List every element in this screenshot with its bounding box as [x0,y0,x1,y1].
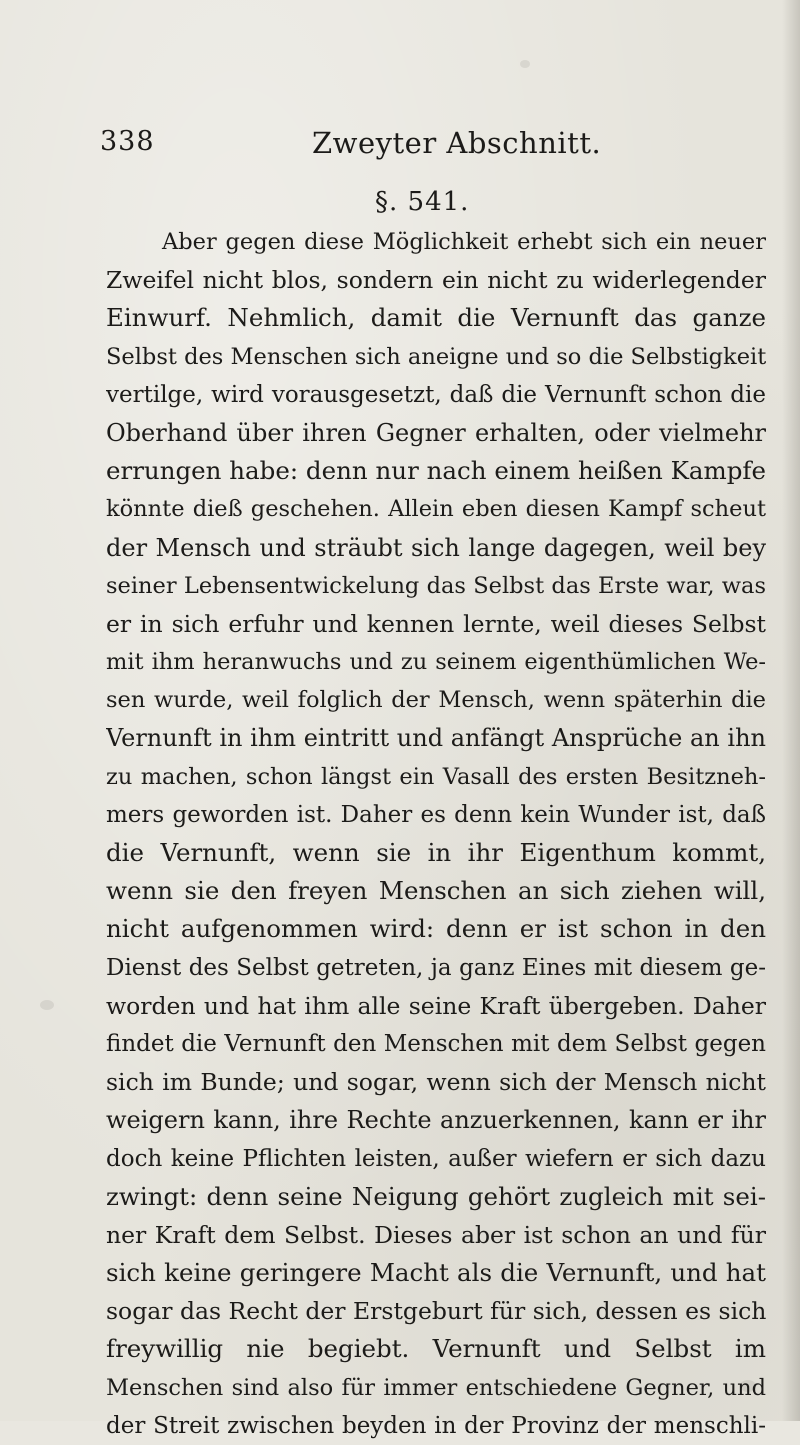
text-line: Selbst des Menschen sich aneigne und so die Selbstigkeit [106,343,766,370]
text-line: der Streit zwischen beyden in der Provinz der menschli- [106,1412,766,1439]
text-line: seiner Lebensentwickelung das Selbst das Erste war, was [106,572,766,599]
text-line: sich im Bunde; und sogar, wenn sich der Mensch nicht [106,1068,766,1097]
text-line: sich keine geringere Macht als die Vernunft, und hat [106,1258,766,1288]
running-head [100,126,760,166]
text-line: die Vernunft, wenn sie in ihr Eigenthum kommt, [106,838,766,867]
section-number: §. 541. [375,187,470,217]
text-line: Vernunft in ihm eintritt und anfängt Ansprüche an ihn [106,724,766,753]
paper-stain [520,60,530,68]
text-line: Menschen sind also für immer entschiedene Gegner, und [106,1374,766,1401]
text-line: worden und hat ihm alle seine Kraft übergeben. Daher [106,991,766,1020]
text-line: er in sich erfuhr und kennen lernte, weil dieses Selbst [106,609,766,638]
chapter-title: Zweyter Abschnitt. [312,126,602,160]
body-text [106,223,766,1445]
page-edge-shadow [782,0,800,1421]
text-line: vertilge, wird vorausgesetzt, daß die Vernunft schon die [106,381,766,408]
text-line: zwingt: denn seine Neigung gehört zugleich mit sei- [106,1181,766,1211]
text-line: der Mensch und sträubt sich lange dagegen, weil bey [106,533,766,562]
text-line: Aber gegen diese Möglichkeit erhebt sich ein neuer [162,229,766,255]
text-line: findet die Vernunft den Menschen mit dem Selbst gegen [106,1030,766,1057]
text-line: mers geworden ist. Daher es denn kein Wunder ist, daß [106,801,766,828]
text-line: sogar das Recht der Erstgeburt für sich, dessen es sich [106,1297,766,1326]
text-line: wenn sie den freyen Menschen an sich ziehen will, [106,876,766,906]
text-line: doch keine Pflichten leisten, außer wiefern er sich dazu [106,1145,766,1172]
page-number: 338 [100,126,155,157]
text-line: Oberhand über ihren Gegner erhalten, oder vielmehr [106,418,766,447]
text-line: Einwurf. Nehmlich, damit die Vernunft das ganze [106,303,766,333]
text-line: freywillig nie begiebt. Vernunft und Selbst im [106,1334,766,1364]
text-line: Dienst des Selbst getreten, ja ganz Eines mit diesem ge- [106,954,766,981]
text-line: Zweifel nicht blos, sondern ein nicht zu widerlegender [106,266,766,295]
text-line: nicht aufgenommen wird: denn er ist schon in den [106,914,766,944]
text-line: sen wurde, weil folglich der Mensch, wenn späterhin die [106,687,766,714]
text-line: könnte dieß geschehen. Allein eben diesen Kampf scheut [106,496,766,523]
text-line: weigern kann, ihre Rechte anzuerkennen, kann er ihr [106,1106,766,1135]
paper-stain [40,1000,54,1010]
text-line: zu machen, schon längst ein Vasall des ersten Besitzneh- [106,763,766,790]
text-line: errungen habe: denn nur nach einem heißen Kampfe [106,456,766,486]
text-line: mit ihm heranwuchs und zu seinem eigenthümlichen We- [106,649,766,676]
text-line: ner Kraft dem Selbst. Dieses aber ist schon an und für [106,1220,766,1249]
